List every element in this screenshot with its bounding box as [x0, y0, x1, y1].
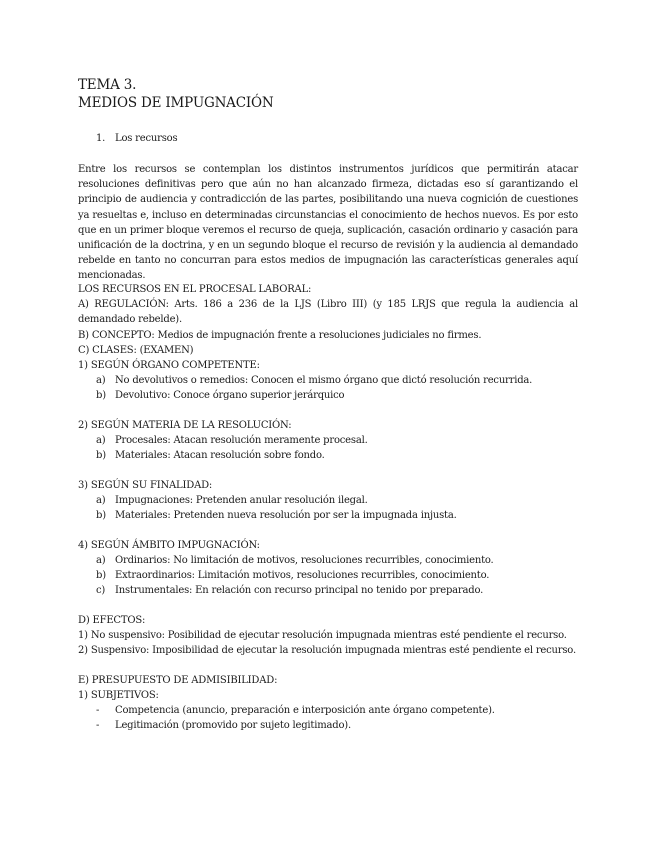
laboral-heading: LOS RECURSOS EN EL PROCESAL LABORAL: — [78, 284, 312, 295]
regulacion-line: A) REGULACIÓN: Arts. 186 a 236 de la LJS (Libro III) (y 185 LRJS que regula la audiencia al demandado rebelde). — [78, 299, 578, 326]
list-marker: a) — [96, 495, 106, 506]
list-marker: b) — [96, 450, 106, 461]
list-item-text: Materiales: Atacan resolución sobre fondo. — [115, 450, 325, 461]
list-marker: b) — [96, 510, 106, 521]
clases-line: C) CLASES: (EXAMEN) — [78, 345, 194, 356]
list-marker: c) — [96, 585, 106, 596]
list-item-text: Extraordinarios: Limitación motivos, resoluciones recurribles, conocimiento. — [115, 570, 490, 581]
intro-paragraph: Entre los recursos se contemplan los distintos instrumentos jurídicos que permitirán atacar resoluciones definitivas pero que aún no han alcanzado firmeza, dictadas eso sí garantizando el principio de audiencia y contradicción de las partes, posibilitando una nueva cognición de cuestiones ya resueltas e, incluso en determinadas circunstancias el conocimiento de hechos nuevos. Es por esto que en un primer bloque veremos el recurso de queja, suplicación, casación ordinario y casación para unificación de la doctrina, y en un segundo bloque el recurso de revisión y la audiencia al demandado rebelde en tanto no concurran para estos medios de impugnación las características generales aquí mencionadas. — [78, 164, 578, 282]
list-item — [0, 493, 655, 509]
efectos-line: 2) Suspensivo: Imposibilidad de ejecutar la resolución impugnada mientras esté pendiente el recurso. — [78, 645, 576, 656]
list-item — [0, 703, 655, 719]
concepto-line: B) CONCEPTO: Medios de impugnación frente a resoluciones judiciales no firmes. — [78, 330, 482, 341]
list-item — [0, 583, 655, 599]
list-marker: b) — [96, 570, 106, 581]
group-heading: 4) SEGÚN ÁMBITO IMPUGNACIÓN: — [78, 540, 260, 551]
list-item-text: Competencia (anuncio, preparación e interposición ante órgano competente). — [115, 705, 495, 716]
list-marker: - — [96, 720, 100, 731]
list-item — [0, 568, 655, 584]
list-marker: a) — [96, 435, 106, 446]
list-item — [0, 388, 655, 404]
list-marker: a) — [96, 375, 106, 386]
admisibilidad-heading: E) PRESUPUESTO DE ADMISIBILIDAD: — [78, 675, 278, 686]
list-marker: b) — [96, 390, 106, 401]
list-item-text: Instrumentales: En relación con recurso principal no tenido por preparado. — [115, 585, 484, 596]
section-heading: Los recursos — [115, 133, 178, 144]
list-item-text: Materiales: Pretenden nueva resolución por ser la impugnada injusta. — [115, 510, 457, 521]
list-item — [0, 433, 655, 449]
list-item — [0, 373, 655, 389]
list-item — [0, 508, 655, 524]
list-item — [0, 553, 655, 569]
list-item — [0, 718, 655, 734]
section-number: 1. — [96, 133, 106, 144]
efectos-line: 1) No suspensivo: Posibilidad de ejecutar resolución impugnada mientras esté pendiente el recurso. — [78, 630, 567, 641]
subjetivos-heading: 1) SUBJETIVOS: — [78, 690, 159, 701]
efectos-heading: D) EFECTOS: — [78, 615, 146, 626]
list-item-text: No devolutivos o remedios: Conocen el mismo órgano que dictó resolución recurrida. — [115, 375, 533, 386]
list-marker: - — [96, 705, 100, 716]
list-marker: a) — [96, 555, 106, 566]
list-item-text: Ordinarios: No limitación de motivos, resoluciones recurribles, conocimiento. — [115, 555, 494, 566]
list-item-text: Devolutivo: Conoce órgano superior jerárquico — [115, 390, 345, 401]
list-item — [0, 448, 655, 464]
list-item-text: Legitimación (promovido por sujeto legitimado). — [115, 720, 351, 731]
group-heading: 1) SEGÚN ÓRGANO COMPETENTE: — [78, 360, 260, 371]
group-heading: 2) SEGÚN MATERIA DE LA RESOLUCIÓN: — [78, 420, 292, 431]
list-item-text: Procesales: Atacan resolución meramente procesal. — [115, 435, 368, 446]
page-title: MEDIOS DE IMPUGNACIÓN — [78, 95, 274, 111]
list-item-text: Impugnaciones: Pretenden anular resolución ilegal. — [115, 495, 368, 506]
topic-number: TEMA 3. — [78, 77, 137, 93]
group-heading: 3) SEGÚN SU FINALIDAD: — [78, 480, 213, 491]
